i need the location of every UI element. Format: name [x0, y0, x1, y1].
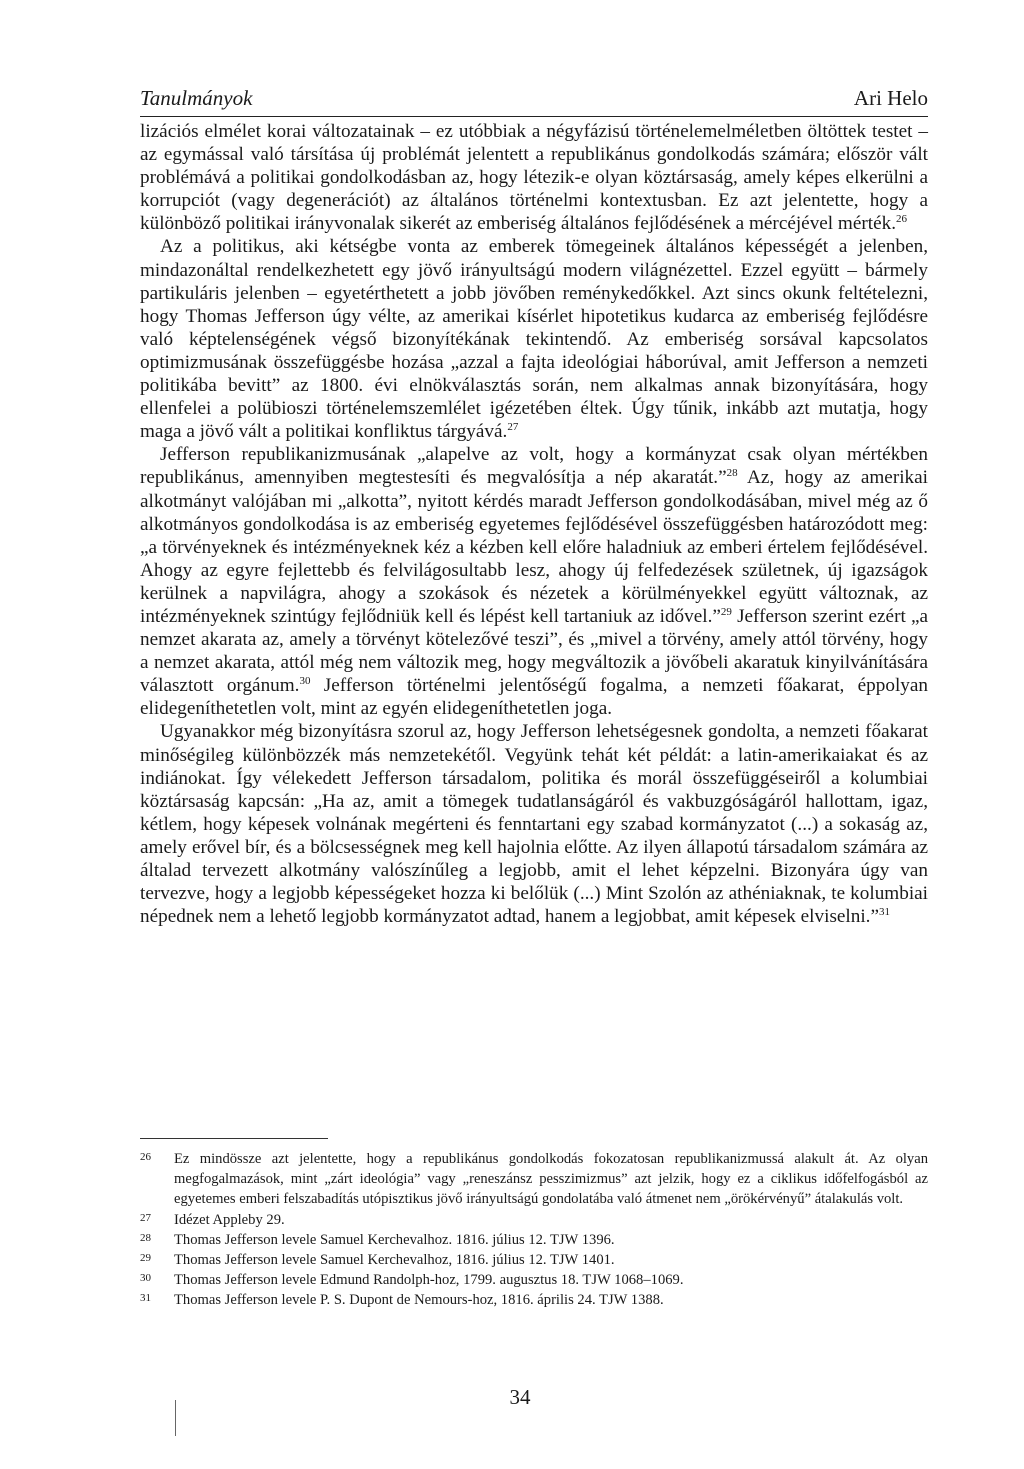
author-name: Ari Helo: [853, 86, 928, 110]
footnotes: [140, 1138, 928, 1311]
paragraph-2: Az a politikus, aki kétségbe vonta az emberek tömegeinek általános képességét a jelenben, mindazonáltal rendelkezhetett egy jövő irányultságú modern világnézettel. Ezzel együtt – bármely partikuláris jelenben – egyetérthetett a jobb jövőben reménykedőkkel. Azt sincs okunk feltételezni, hogy Thomas Jefferson úgy vélte, az amerikai kísérlet hipotetikus kudarca az emberiség fejlődésre való képtelenségének végső bizonyítékának tekintendő. Az emberiség sorsával kapcsolatos optimizmusának összefüggésbe hozása „azzal a fajta ideológiai háborúval, amit Jefferson a nemzeti politikába bevitt” az 1800. évi elnökválasztás során, nem alkalmas annak bizonyítására, hogy ellenfelei a polübioszi történelemszemlélet igézetében éltek. Úgy tűnik, inkább azt mutatja, hogy maga a jövő vált a politikai konfliktus tárgyává.$^{27}$: [140, 236, 928, 443]
footnote-ref-26[interactable]: 26: [896, 213, 908, 226]
footnote-ref-30[interactable]: 30: [299, 675, 311, 688]
footnote-28: 28 Thomas Jefferson levele Samuel Kerchevalhoz. 1816. július 12. TJW 1396.: [140, 1231, 615, 1248]
footnote-31: 31 Thomas Jefferson levele P. S. Dupont de Nemours-hoz, 1816. április 24. TJW 1388.: [140, 1292, 664, 1309]
page-number: 34: [509, 1385, 531, 1409]
paragraph-1: lizációs elmélet korai változatainak – ez utóbbiak a négyfázisú történelemelméletben öltöttek testet – az egymással való társítása új problémát jelentett a republikánus gondolkodás számára; először vált problémává a politikai gondolkodásban az, hogy létezik-e olyan köztársaság, amely képes elkerülni a korrupciót (vagy degenerációt) az általános történelmi kontextusban. Ez azt jelentette, hogy a különböző politikai irányvonalak sikerét az emberiség általános fejlődésének a mércéjével mérték.$^{26}$: [140, 121, 928, 235]
footnote-rule: [140, 1138, 328, 1139]
footnote-29: 29 Thomas Jefferson levele Samuel Kerchevalhoz, 1816. július 12. TJW 1401.: [140, 1252, 615, 1269]
footnote-30: 30 Thomas Jefferson levele Edmund Randolph-hoz, 1799. augusztus 18. TJW 1068–1069.: [140, 1272, 684, 1289]
footnote-ref-28[interactable]: 28: [726, 467, 738, 480]
footnote-27: 27 Idézet Appleby 29.: [140, 1211, 285, 1228]
footnote-ref-27[interactable]: 27: [507, 421, 519, 434]
paragraph-4: Ugyanakkor még bizonyításra szorul az, hogy Jefferson lehetségesnek gondolta, a nemzeti főakarat minőségileg különbözzék más nemzetekétől. Vegyünk tehát két példát: a latin-amerikaiakat és az indiánokat. Így vélekedett Jefferson társadalom, politika és morál összefüggéseiről a kolumbiai köztársaság kapcsán: „Ha az, amit a tömegek tudatlanságáról és vakbuzgóságáról hallottam, igaz, kétlem, hogy képesek volnának megérteni és fenntartani egy szabad kormányzatot (...) a sokaság az, amely erővel bír, és a bölcsességnek meg kell hajolnia előtte. Az ilyen állapotú társadalom számára az általad tervezett alkotmány valószínűleg a legjobb, amit el lehet képzelni. Bizonyára úgy van tervezve, hogy a legjobb képességeket hozza ki belőlük (...) Mint Szolón az athéniaknak, te kolumbiai népednek nem a lehető legjobb kormányzatot adtad, hanem a legjobbat, amit képesek elviselni.”$^{31}$: [140, 721, 928, 928]
section-title: Tanulmányok: [140, 86, 253, 110]
running-header: [140, 86, 928, 117]
margin-mark: [175, 1400, 176, 1436]
footnote-ref-29[interactable]: 29: [720, 605, 732, 618]
body-text: [140, 120, 928, 928]
paragraph-3: Jefferson republikanizmusának „alapelve az volt, hogy a kormányzat csak olyan mértékben republikánus, amennyiben megtestesíti és megvalósítja a nép akaratát.”$^{28}$ Az, hogy az amerikai alkotmányt valójában mi „alkotta”, nyitott kérdés maradt Jefferson gondolkodásában, mivel még az ő alkotmányos gondolkodása is az emberiség egyetemes fejlődésével összefüggésben határozódott meg: „a törvényeknek és intézményeknek kéz a kézben kell előre haladniuk az emberi értelem fejlődésével. Ahogy az egyre fejlettebb és felvilágosultabb lesz, ahogy új felfedezések születnek, új igazságok kerülnek a napvilágra, ahogy a szokások és nézetek a körülményekkel együtt változnak, az intézményeknek szintúgy fejlődniük kell és lépést kell tartaniuk az idővel.”$^{29}$ Jefferson szerint ezért „a nemzet akarata az, amely a törvényt kötelezővé teszi”, és „mivel a törvény, amely attól törvény, hogy a nemzet akarata, attól még nem változik meg, hogy megváltozik a jövőbeli akaratuk kinyilvánítására választott orgánum.$^{30}$ Jefferson történelmi jelentőségű fogalma, a nemzeti főakarat, éppolyan elidegeníthetetlen volt, mint az egyén elidegeníthetetlen joga.: [140, 444, 928, 720]
footnote-ref-31[interactable]: 31: [879, 906, 890, 919]
footnote-26: 26 Ez mindössze azt jelentette, hogy a republikánus gondolkodás fokozatosan republikanizmussá alakult át. Az olyan megfogalmazások, mint „zárt ideológia” vagy „reneszánsz pesszimizmus” azt jelzik, hogy ez a ciklikus időfelfogásból az egyetemes emberi felszabadítás utópisztikus jövő irányultságú gondolatába való átmenet nem „örökérvényű” átalakulás volt.: [140, 1151, 928, 1208]
